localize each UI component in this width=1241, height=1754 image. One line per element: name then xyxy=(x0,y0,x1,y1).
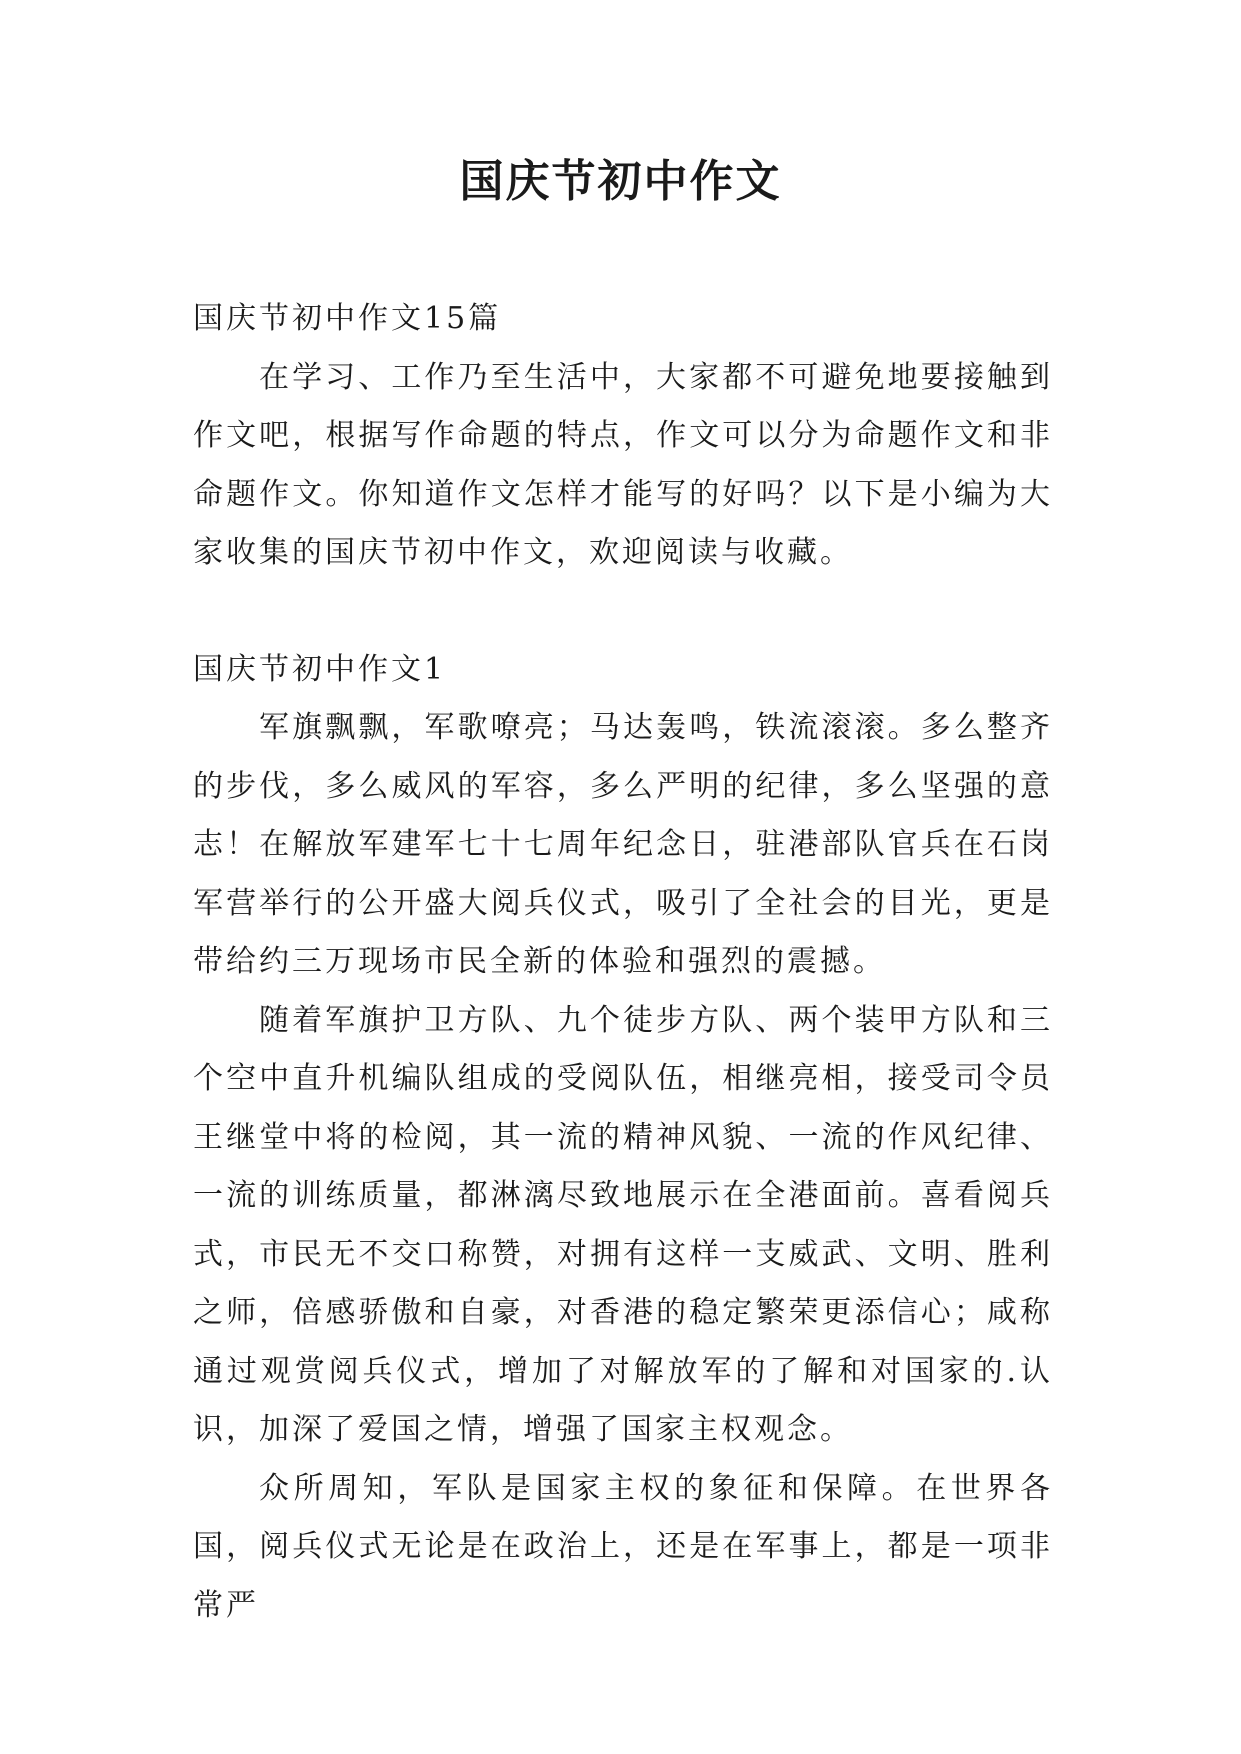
section1-paragraph-1: 军旗飘飘，军歌嘹亮；马达轰鸣，铁流滚滚。多么整齐的步伐，多么威风的军容，多么严明的纪律，多么坚强的意志！在解放军建军七十七周年纪念日，驻港部队官兵在石岗军营举行的公开盛大阅兵仪式，吸引了全社会的目光，更是带给约三万现场市民全新的体验和强烈的震撼。 xyxy=(193,710,1053,979)
document-body xyxy=(193,290,1053,1635)
section1-heading: 国庆节初中作文1 xyxy=(193,651,447,687)
section1-paragraph-2: 随着军旗护卫方队、九个徒步方队、两个装甲方队和三个空中直升机编队组成的受阅队伍，相继亮相，接受司令员王继堂中将的检阅，其一流的精神风貌、一流的作风纪律、一流的训练质量，都淋漓尽致地展示在全港面前。喜看阅兵式，市民无不交口称赞，对拥有这样一支威武、文明、胜利之师，倍感骄傲和自豪，对香港的稳定繁荣更添信心；咸称通过观赏阅兵仪式，增加了对解放军的了解和对国家的.认识，加深了爱国之情，增强了国家主权观念。 xyxy=(193,1002,1053,1447)
section-spacer xyxy=(193,583,1053,641)
document-subtitle: 国庆节初中作文15篇 xyxy=(193,301,502,336)
section1-paragraph-3: 众所周知，军队是国家主权的象征和保障。在世界各国，阅兵仪式无论是在政治上，还是在军事上，都是一项非常严 xyxy=(193,1470,1053,1623)
intro-paragraph: 在学习、工作乃至生活中，大家都不可避免地要接触到作文吧，根据写作命题的特点，作文可以分为命题作文和非命题作文。你知道作文怎样才能写的好吗？以下是小编为大家收集的国庆节初中作文，欢迎阅读与收藏。 xyxy=(193,359,1053,570)
document-title: 国庆节初中作文 xyxy=(459,156,782,207)
